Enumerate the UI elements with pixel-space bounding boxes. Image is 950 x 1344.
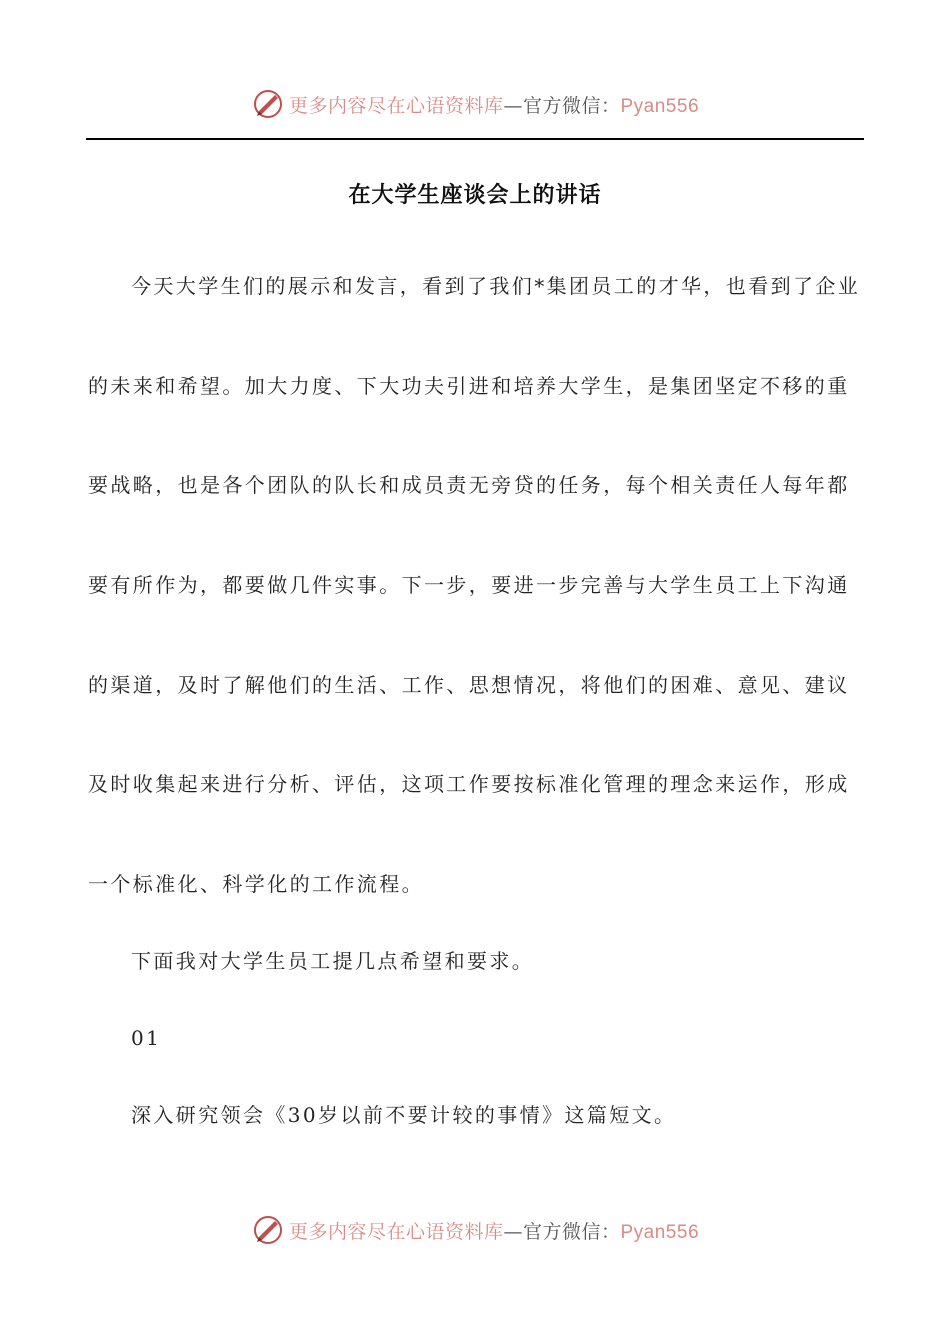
body-line: 的渠道，及时了解他们的生活、工作、思想情况，将他们的困难、意见、建议 (88, 673, 850, 697)
pen-logo-icon (251, 87, 285, 121)
watermark-lead: 更多内容尽在心语资料库 (288, 94, 504, 117)
body-line: 要有所作为，都要做几件实事。下一步，要进一步完善与大学生员工上下沟通 (88, 573, 850, 597)
document-title: 在大学生座谈会上的讲话 (348, 182, 602, 208)
body-line: 下面我对大学生员工提几点希望和要求。 (131, 949, 535, 973)
watermark-wechat: Pyan556 (620, 1221, 700, 1243)
body-line: 的未来和希望。加大力度、下大功夫引进和培养大学生，是集团坚定不移的重 (88, 374, 850, 398)
body-line: 深入研究领会《30岁以前不要计较的事情》这篇短文。 (131, 1103, 677, 1127)
body-line: 要战略，也是各个团队的队长和成员责无旁贷的任务，每个相关责任人每年都 (88, 473, 850, 497)
footer-watermark (0, 1210, 950, 1250)
pen-logo-icon (251, 1213, 285, 1247)
body-line: 及时收集起来进行分析、评估，这项工作要按标准化管理的理念来运作，形成 (88, 772, 850, 796)
watermark-wechat: Pyan556 (620, 95, 700, 117)
watermark-dash: —官方微信： (503, 1220, 621, 1243)
header-rule (86, 138, 864, 140)
watermark-lead: 更多内容尽在心语资料库 (288, 1220, 504, 1243)
section-number: 01 (131, 1026, 162, 1050)
watermark-dash: —官方微信： (503, 94, 621, 117)
watermark-text (289, 91, 699, 118)
body-line: 一个标准化、科学化的工作流程。 (88, 872, 424, 896)
body-line: 今天大学生们的展示和发言，看到了我们*集团员工的才华，也看到了企业 (131, 274, 861, 298)
watermark-text (289, 1217, 699, 1244)
header-watermark (0, 84, 950, 124)
